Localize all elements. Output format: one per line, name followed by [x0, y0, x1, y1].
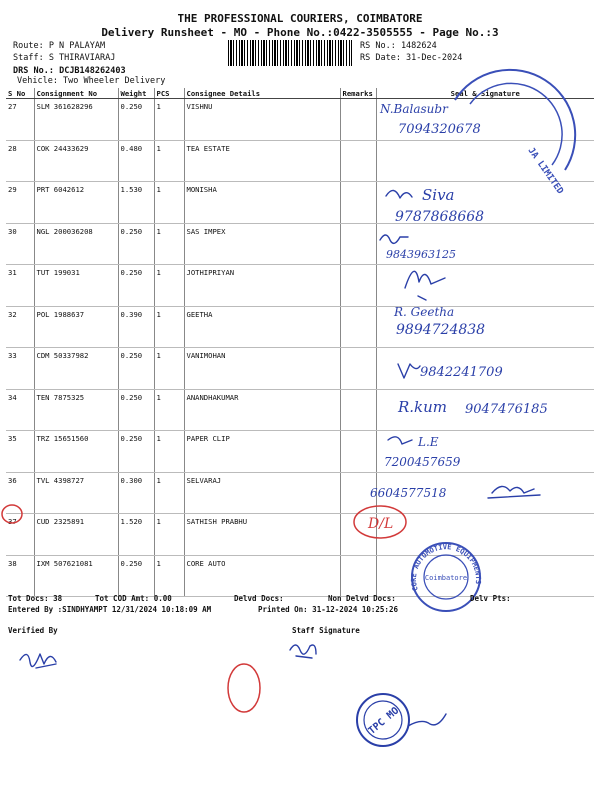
- printed-on: Printed On: 31-12-2024 10:25:26: [258, 605, 398, 614]
- row-weight: 1.520: [118, 514, 154, 556]
- drs-label: DRS No.:: [13, 66, 54, 76]
- row-weight: 0.250: [118, 389, 154, 431]
- row-pcs: 1: [154, 431, 184, 473]
- row-pcs: 1: [154, 306, 184, 348]
- col-weight: Weight: [118, 88, 154, 99]
- phone-row35: 7200457659: [384, 455, 461, 469]
- row-sno: 27: [6, 99, 34, 141]
- row-consignee: VANIMOHAN: [184, 348, 340, 390]
- remark-row37: D/L: [368, 516, 394, 532]
- row-pcs: 1: [154, 140, 184, 182]
- seal-center-row38: Coimbatore: [424, 574, 468, 582]
- row-consignee: VISHNU: [184, 99, 340, 141]
- tot-cod: Tot COD Amt: 0.00: [95, 594, 172, 603]
- row-weight: 0.250: [118, 348, 154, 390]
- row-consignee: SATHISH PRABHU: [184, 514, 340, 556]
- col-pcs: PCS: [154, 88, 184, 99]
- row-sno: 38: [6, 555, 34, 597]
- row-sno: 32: [6, 306, 34, 348]
- row-weight: 0.250: [118, 265, 154, 307]
- tot-docs: Tot Docs: 38: [8, 594, 63, 603]
- row-pcs: 1: [154, 555, 184, 597]
- rs-number: RS No.: 1482624: [360, 41, 437, 51]
- row-pcs: 1: [154, 99, 184, 141]
- row-weight: 0.480: [118, 140, 154, 182]
- phone-row36: 6604577518: [370, 486, 447, 500]
- row-consignment-no: TUT 199031: [34, 265, 118, 307]
- company-name: THE PROFESSIONAL COURIERS, COIMBATORE: [177, 12, 423, 25]
- non-delvd-docs: Non Delvd Docs:: [328, 594, 396, 603]
- seal-text-row27: JA LIMITED: [525, 145, 565, 197]
- row-consignment-no: IXM 507621081: [34, 555, 118, 597]
- row-sno: 29: [6, 182, 34, 224]
- row-consignment-no: SLM 361628296: [34, 99, 118, 141]
- row-sno: 36: [6, 472, 34, 514]
- signature-row32: R. Geetha: [394, 305, 455, 319]
- scribble-row33: [398, 364, 420, 378]
- row-consignee: ANANDHAKUMAR: [184, 389, 340, 431]
- signature-row35: L.E: [418, 435, 439, 449]
- scribble-row30: [380, 235, 408, 243]
- row-sno: 35: [6, 431, 34, 473]
- row-consignee: SELVARAJ: [184, 472, 340, 514]
- row-consignee: SAS IMPEX: [184, 223, 340, 265]
- row-pcs: 1: [154, 223, 184, 265]
- phone-row34: 9047476185: [465, 402, 548, 417]
- row-pcs: 1: [154, 265, 184, 307]
- phone-row29: 9787868668: [395, 209, 485, 225]
- row-consignment-no: CUD 2325891: [34, 514, 118, 556]
- seal-ring-row38: CORE AUTOMOTIVE EQUIPMENTS: [409, 543, 483, 592]
- scribble-row29: [386, 190, 412, 198]
- staff-signature-mark: [290, 645, 316, 658]
- phone-row32: 9894724838: [396, 322, 486, 338]
- phone-row27: 7094320678: [398, 122, 481, 137]
- row-consignee: PAPER CLIP: [184, 431, 340, 473]
- col-remarks: Remarks: [340, 88, 376, 99]
- rs-date: RS Date: 31-Dec-2024: [360, 53, 463, 63]
- delvd-docs: Delvd Docs:: [234, 594, 284, 603]
- signature-row34: R.kum: [398, 398, 448, 416]
- delv-pts: Delv Pts:: [470, 594, 511, 603]
- row-consignee: GEETHA: [184, 306, 340, 348]
- tpc-mo-stamp: [357, 694, 446, 746]
- row-consignment-no: CDM 50337982: [34, 348, 118, 390]
- row-weight: 0.250: [118, 99, 154, 141]
- row-sno: 28: [6, 140, 34, 182]
- red-circle-sno37: [2, 505, 22, 523]
- entered-by: Entered By :SINDHYAMPT 12/31/2024 10:18:09 AM: [8, 605, 212, 614]
- row-consignment-no: NGL 200036208: [34, 223, 118, 265]
- signature-row29: Siva: [422, 186, 455, 204]
- route-label: Route: P N PALAYAM: [13, 41, 106, 51]
- stamp-flourish: [408, 714, 446, 726]
- row-consignment-no: TRZ 15651560: [34, 431, 118, 473]
- row-pcs: 1: [154, 514, 184, 556]
- col-consignment-no: Consignment No: [34, 88, 118, 99]
- staff-label: Staff: S THIRAVIARAJ: [13, 53, 116, 63]
- row-weight: 0.390: [118, 306, 154, 348]
- row-sno: 34: [6, 389, 34, 431]
- row-sno: 31: [6, 265, 34, 307]
- row-sno: 33: [6, 348, 34, 390]
- row-weight: 0.250: [118, 223, 154, 265]
- row-consignment-no: TEN 7875325: [34, 389, 118, 431]
- phone-row30: 9843963125: [386, 248, 456, 261]
- row-pcs: 1: [154, 182, 184, 224]
- row-consignee: MONISHA: [184, 182, 340, 224]
- row-consignee: CORE AUTO: [184, 555, 340, 597]
- row-consignment-no: PRT 6042612: [34, 182, 118, 224]
- signature-row31: [405, 271, 445, 300]
- drs-number: DCJB148262403: [59, 66, 126, 76]
- row-consignment-no: COK 24433629: [34, 140, 118, 182]
- row-consignment-no: TVL 4398727: [34, 472, 118, 514]
- row-weight: 0.250: [118, 431, 154, 473]
- staff-signature-label: Staff Signature: [292, 626, 360, 635]
- row-consignee: JOTHIPRIYAN: [184, 265, 340, 307]
- row-consignee: TEA ESTATE: [184, 140, 340, 182]
- col-sno: S No: [6, 88, 34, 99]
- signature-row36: [488, 486, 540, 498]
- red-circle-bottom: [228, 664, 260, 712]
- col-seal-signature: Seal & Signature: [376, 88, 594, 99]
- row-pcs: 1: [154, 348, 184, 390]
- tpc-mo-stamp-text: TPC MO: [366, 705, 402, 737]
- col-consignee: Consignee Details: [184, 88, 340, 99]
- runsheet-subtitle: Delivery Runsheet - MO - Phone No.:0422-3505555 - Page No.:3: [101, 26, 499, 39]
- row-weight: 1.530: [118, 182, 154, 224]
- row-sno: 37: [6, 514, 34, 556]
- row-weight: 0.250: [118, 555, 154, 597]
- row-consignment-no: POL 1988637: [34, 306, 118, 348]
- row-pcs: 1: [154, 389, 184, 431]
- scribble-row35: [388, 437, 412, 444]
- row-weight: 0.300: [118, 472, 154, 514]
- vehicle-label: Vehicle: Two Wheeler Delivery: [17, 76, 166, 86]
- row-pcs: 1: [154, 472, 184, 514]
- verified-by-label: Verified By: [8, 626, 58, 635]
- verified-signature: [20, 654, 56, 668]
- phone-row33: 9842241709: [420, 365, 503, 380]
- signature-row27: N.Balasubr: [380, 102, 448, 116]
- row-sno: 30: [6, 223, 34, 265]
